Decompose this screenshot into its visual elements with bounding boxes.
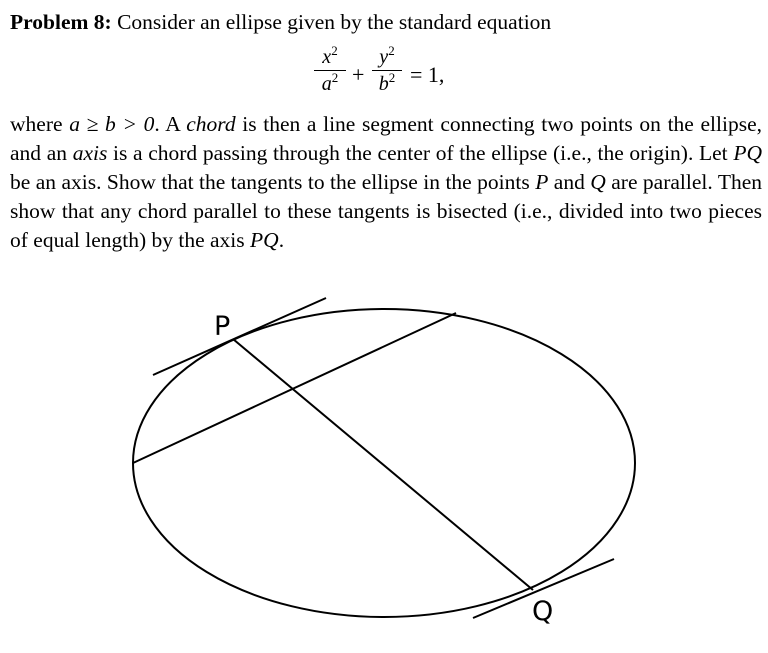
- term-axis: axis: [72, 141, 108, 165]
- text-a: . A: [154, 112, 187, 136]
- text-where: where: [10, 112, 70, 136]
- label-pq-1: PQ: [733, 141, 762, 165]
- y-numerator: y: [379, 46, 389, 68]
- tangent-line-p: [153, 298, 326, 375]
- y-exponent: 2: [388, 43, 395, 58]
- ellipse-equation: [0, 44, 768, 106]
- axis-pq-line: [233, 339, 533, 590]
- fraction-bar-y: [372, 70, 402, 71]
- parallel-chord-line: [133, 313, 456, 463]
- text-chord-definition: is then a line segment connecting two points on the ellipse, and an: [10, 112, 762, 165]
- point-label-q: Q: [532, 596, 554, 627]
- ellipse-outline: [133, 309, 635, 617]
- condition-a-b: a ≥ b > 0: [69, 112, 155, 136]
- label-q: Q: [590, 170, 606, 194]
- fraction-y: [372, 43, 402, 96]
- point-label-p: P: [214, 311, 231, 342]
- ellipse-figure: [0, 290, 768, 653]
- fraction-bar-x: [314, 70, 346, 71]
- equals-one: = 1,: [410, 62, 445, 87]
- x-den-exponent: 2: [331, 70, 339, 86]
- text-show-tangents: be an axis. Show that the tangents to the ellipse in the points: [10, 170, 536, 194]
- x-numerator: x: [322, 46, 332, 68]
- y-den-exponent: 2: [388, 70, 396, 86]
- label-p: P: [535, 170, 549, 194]
- problem-body: [10, 110, 762, 255]
- label-pq-2: PQ: [250, 228, 279, 252]
- text-axis-definition: is a chord passing through the center of the ellipse (i.e., the origin). Let: [107, 141, 734, 165]
- text-period: .: [278, 228, 285, 252]
- plus-sign: +: [352, 62, 365, 87]
- fraction-x: [314, 43, 346, 96]
- problem-statement-intro: [10, 8, 760, 37]
- term-chord: chord: [186, 112, 236, 136]
- text-show-bisected: are parallel. Then show that any chord parallel to these tangents is bisected (i.e., divided into two pieces of equal length) by the axis: [10, 170, 762, 252]
- problem-intro: Consider an ellipse given by the standard equation: [117, 10, 552, 34]
- text-and: and: [548, 170, 591, 194]
- x-exponent: 2: [331, 43, 338, 58]
- x-denominator: a: [321, 73, 332, 96]
- problem-title: Problem 8:: [10, 10, 112, 34]
- y-denominator: b: [378, 73, 389, 96]
